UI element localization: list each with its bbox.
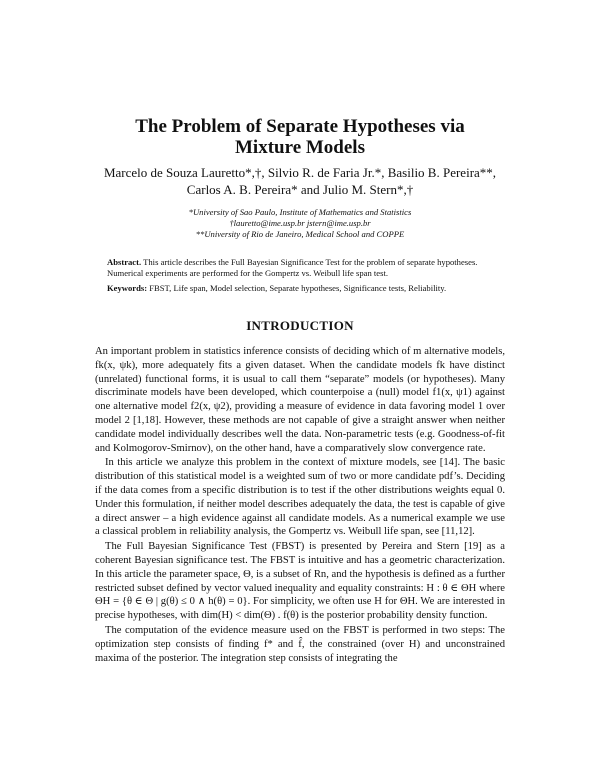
title-line-1: The Problem of Separate Hypotheses via	[135, 116, 465, 137]
keywords	[107, 283, 497, 294]
paragraph-1: An important problem in statistics inference consists of deciding which of m alternative models, fk(x, ψk), more adequately fits a given dataset. When the candidate models fk have distinct (unrelated) functional forms, it is usual to call them “separate” models (or hypotheses). Many discriminate models have been developed, which counterpoise a (null) model f1(x, ψ1) against one alternative model f2(x, ψ2), providing a measure of evidence in data favoring model 1 over model 2 [1,18]. However, these methods are not capable of give a straight answer when neither candidate model individually describes well the data. Non-parametric tests (e.g. Goodness-of-fit and Kolmogorov-Smirnov), on the other hand, have a comparatively slow convergence rate.	[95, 346, 505, 454]
affiliation-line-2: †lauretto@ime.usp.br jstern@ime.usp.br	[229, 218, 371, 228]
abstract-text: This article describes the Full Bayesian Significance Test for the problem of separate hypotheses. Numerical experiments are performed for the Gompertz vs. Weibull life span test.	[107, 257, 478, 278]
authors-line-1: Marcelo de Souza Lauretto*,†, Silvio R. de Faria Jr.*, Basilio B. Pereira**,	[103, 165, 497, 180]
affiliation-line-1: *University of Sao Paulo, Institute of Mathematics and Statistics	[188, 207, 412, 217]
authors-line-2: Carlos A. B. Pereira* and Julio M. Stern*,†	[186, 182, 414, 197]
abstract-label: Abstract.	[107, 257, 142, 267]
section-heading: INTRODUCTION	[246, 318, 354, 333]
abstract	[107, 257, 497, 279]
body-text	[95, 345, 505, 666]
affiliation-line-3: **University of Rio de Janeiro, Medical School and COPPE	[195, 229, 405, 239]
title-line-2: Mixture Models	[235, 137, 365, 158]
author-list	[60, 164, 540, 198]
paper-title	[60, 116, 540, 158]
paragraph-3: The Full Bayesian Significance Test (FBST) is presented by Pereira and Stern [19] as a coherent Bayesian significance test. The FBST is intuitive and has a geometric characterization. In this article the parameter space, Θ, is a subset of Rn, and the hypothesis is defined as a further restricted subset defined by vector valued inequality and equality constraints: H : θ ∈ ΘH where ΘH = {θ ∈ Θ | g(θ) ≤ 0 ∧ h(θ) = 0}. For simplicity, we often use H for ΘH. We are interested in precise hypotheses, with dim(H) < dim(Θ) . f(θ) is the posterior probability density function.	[95, 541, 505, 622]
keywords-text: FBST, Life span, Model selection, Separate hypotheses, Significance tests, Reliability.	[149, 283, 447, 293]
affiliations	[60, 207, 540, 240]
keywords-label: Keywords:	[107, 283, 148, 293]
paragraph-4: The computation of the evidence measure used on the FBST is performed in two steps: The optimization step consists of finding f* and f̂, the constrained (over H) and unconstrained maxima of the posterior. The integration step consists of integrating the	[95, 624, 505, 664]
paragraph-2: In this article we analyze this problem in the context of mixture models, see [14]. The basic distribution of this statistical model is a weighted sum of two or more candidate pdf’s. Deciding if the data comes from a specific distribution is to test if the other distributions weights equal 0. Under this formulation, if neither model describes adequately the data, the test is capable of give a direct answer – a high evidence against all candidate models. As a numerical example we use a classical problem in reliability analysis, the Gompertz vs. Weibull life span, see [11,12].	[95, 457, 505, 538]
